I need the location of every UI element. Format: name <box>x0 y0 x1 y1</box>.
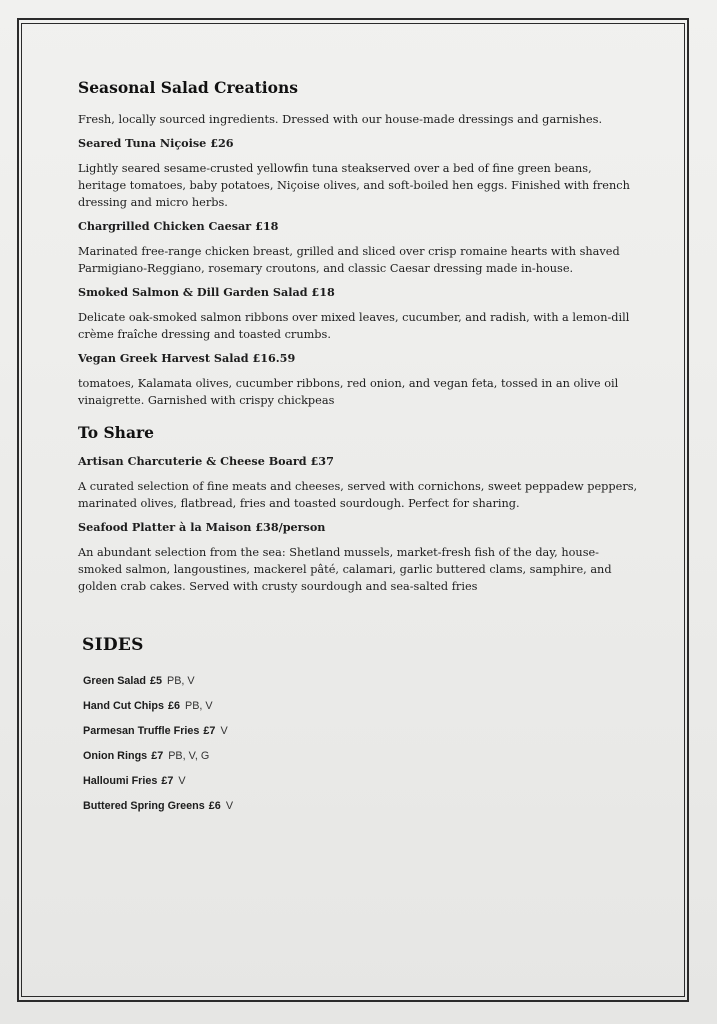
side-name: Halloumi Fries <box>83 775 158 787</box>
side-name: Buttered Spring Greens <box>83 800 205 812</box>
side-item <box>83 794 638 819</box>
menu-item <box>78 285 638 343</box>
item-description: Delicate oak-smoked salmon ribbons over mixed leaves, cucumber, and radish, with a lemon-dill crème fraîche dressing and toasted crumbs. <box>78 311 630 341</box>
dietary-tags: V <box>178 775 186 787</box>
side-price: £5 <box>150 675 163 687</box>
side-price: £7 <box>161 775 174 787</box>
side-price: £6 <box>208 800 221 812</box>
item-name: Artisan Charcuterie & Cheese Board £37 <box>78 454 334 468</box>
item-description: tomatoes, Kalamata olives, cucumber ribbons, red onion, and vegan feta, tossed in an olive oil vinaigrette. Garnished with crispy chickpeas <box>78 377 619 407</box>
side-price: £7 <box>151 750 164 762</box>
side-price: £6 <box>167 700 180 712</box>
section-title-seasonal-salads: Seasonal Salad Creations <box>78 78 298 97</box>
side-item <box>83 694 638 719</box>
dietary-tags: V <box>220 725 228 737</box>
menu-content <box>78 78 638 819</box>
item-name: Chargrilled Chicken Caesar £18 <box>78 219 279 233</box>
side-name: Parmesan Truffle Fries <box>83 725 200 737</box>
side-name: Green Salad <box>83 675 147 687</box>
item-name: Vegan Greek Harvest Salad £16.59 <box>78 351 296 365</box>
menu-item <box>78 351 638 409</box>
item-description: Lightly seared sesame-crusted yellowfin tuna steakserved over a bed of fine green beans, heritage tomatoes, baby potatoes, Niçoise olives, and soft-boiled hen eggs. Finished with french dressing and micro herbs. <box>78 162 630 209</box>
seasonal-intro: Fresh, locally sourced ingredients. Dressed with our house-made dressings and garnishes. <box>78 112 603 126</box>
side-item <box>83 744 638 769</box>
item-description: An abundant selection from the sea: Shetland mussels, market-fresh fish of the day, house-smoked salmon, langoustines, mackerel pâté, calamari, garlic buttered clams, samphire, and golden crab cakes. Served with crusty sourdough and sea-salted fries <box>78 546 612 593</box>
dietary-tags: PB, V <box>167 675 195 687</box>
dietary-tags: PB, V, G <box>168 750 210 762</box>
section-title-to-share: To Share <box>78 423 155 442</box>
side-name: Onion Rings <box>83 750 148 762</box>
item-name: Smoked Salmon & Dill Garden Salad £18 <box>78 285 335 299</box>
item-description: Marinated free-range chicken breast, grilled and sliced over crisp romaine hearts with shaved Parmigiano-Reggiano, rosemary croutons, and classic Caesar dressing made in-house. <box>78 245 620 275</box>
dietary-tags: V <box>225 800 234 812</box>
menu-item <box>78 454 638 512</box>
dietary-tags: PB, V <box>185 700 213 712</box>
side-item <box>83 769 638 794</box>
section-title-sides: SIDES <box>82 635 144 655</box>
item-description: A curated selection of fine meats and cheeses, served with cornichons, sweet peppadew peppers, marinated olives, flatbread, fries and toasted sourdough. Perfect for sharing. <box>78 480 638 510</box>
item-name: Seared Tuna Niçoise £26 <box>78 136 234 150</box>
side-item <box>83 719 638 744</box>
menu-item <box>78 136 638 211</box>
side-name: Hand Cut Chips <box>83 700 164 712</box>
side-price: £7 <box>203 725 216 737</box>
menu-item <box>78 520 638 595</box>
item-name: Seafood Platter à la Maison £38/person <box>78 520 326 534</box>
menu-item <box>78 219 638 277</box>
side-item <box>83 669 638 694</box>
